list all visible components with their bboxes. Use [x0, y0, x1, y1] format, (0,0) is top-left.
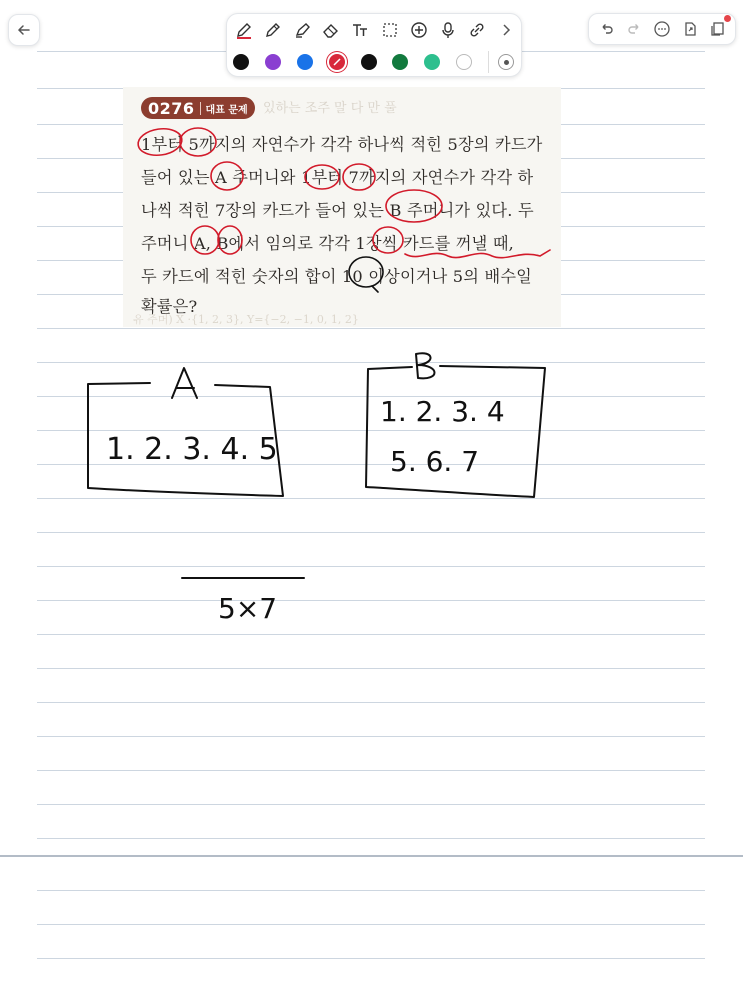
undo-icon[interactable]: [596, 18, 618, 40]
page-divider: [0, 855, 743, 857]
chevron-right-icon[interactable]: [495, 19, 517, 41]
color-swatch-black[interactable]: [233, 54, 249, 70]
box-b-line-2: 5. 6. 7: [390, 445, 480, 478]
color-swatch-black-2[interactable]: [361, 54, 377, 70]
back-button[interactable]: [8, 14, 40, 46]
color-swatch-blue[interactable]: [297, 54, 313, 70]
bleed-text-bottom: 유 주머) X ·{1, 2, 3}, Y={−2, −1, 0, 1, 2}: [133, 313, 359, 326]
problem-number: 0276: [148, 98, 195, 118]
shapes-icon[interactable]: [408, 19, 430, 41]
lasso-icon[interactable]: [379, 19, 401, 41]
pencil-icon[interactable]: [262, 19, 284, 41]
redo-icon[interactable]: [623, 18, 645, 40]
box-b-line-1: 1. 2. 3. 4: [380, 395, 505, 428]
problem-line-4: 주머니 A, B에서 임의로 각각 1장씩 카드를 꺼낼 때,: [141, 234, 515, 253]
mic-icon[interactable]: [437, 19, 459, 41]
export-icon[interactable]: [679, 18, 701, 40]
problem-line-6: 확률은?: [141, 297, 198, 316]
problem-line-2: 들어 있는 A 주머니와 1부터 7까지의 자연수가 각각 하: [141, 168, 534, 187]
pages-icon[interactable]: [706, 18, 728, 40]
pen-icon[interactable]: [233, 19, 255, 41]
highlighter-icon[interactable]: [291, 19, 313, 41]
box-a-content: 1. 2. 3. 4. 5: [106, 432, 278, 467]
problem-tag-label: 대표 문제: [205, 104, 248, 116]
fraction-denominator: 5×7: [218, 592, 278, 625]
problem-line-5: 두 카드에 적힌 숫자의 합이 10 이상이거나 5의 배수일: [141, 267, 533, 286]
link-icon[interactable]: [466, 19, 488, 41]
color-swatch-green[interactable]: [392, 54, 408, 70]
problem-image[interactable]: [123, 87, 561, 327]
drawing-toolbar: [226, 13, 522, 77]
color-swatch-purple[interactable]: [265, 54, 281, 70]
problem-line-3: 나씩 적힌 7장의 카드가 들어 있는 B 주머니가 있다. 두: [141, 201, 534, 220]
problem-line-1: 1부터 5까지의 자연수가 각각 하나씩 적힌 5장의 카드가: [141, 135, 543, 154]
problem-number-badge: [141, 97, 255, 119]
stroke-size-icon[interactable]: [488, 51, 517, 73]
info-icon[interactable]: [651, 18, 673, 40]
color-swatch-white[interactable]: [456, 54, 472, 70]
color-swatch-red-selected[interactable]: [329, 54, 345, 70]
notification-dot: [724, 15, 731, 22]
color-swatch-teal[interactable]: [424, 54, 440, 70]
document-toolbar: [588, 13, 736, 45]
eraser-icon[interactable]: [320, 19, 342, 41]
arrow-left-icon: [16, 22, 32, 38]
bleed-text-top: 있하는 조주 말 다 만 풀: [263, 101, 397, 116]
text-icon[interactable]: [349, 19, 371, 41]
